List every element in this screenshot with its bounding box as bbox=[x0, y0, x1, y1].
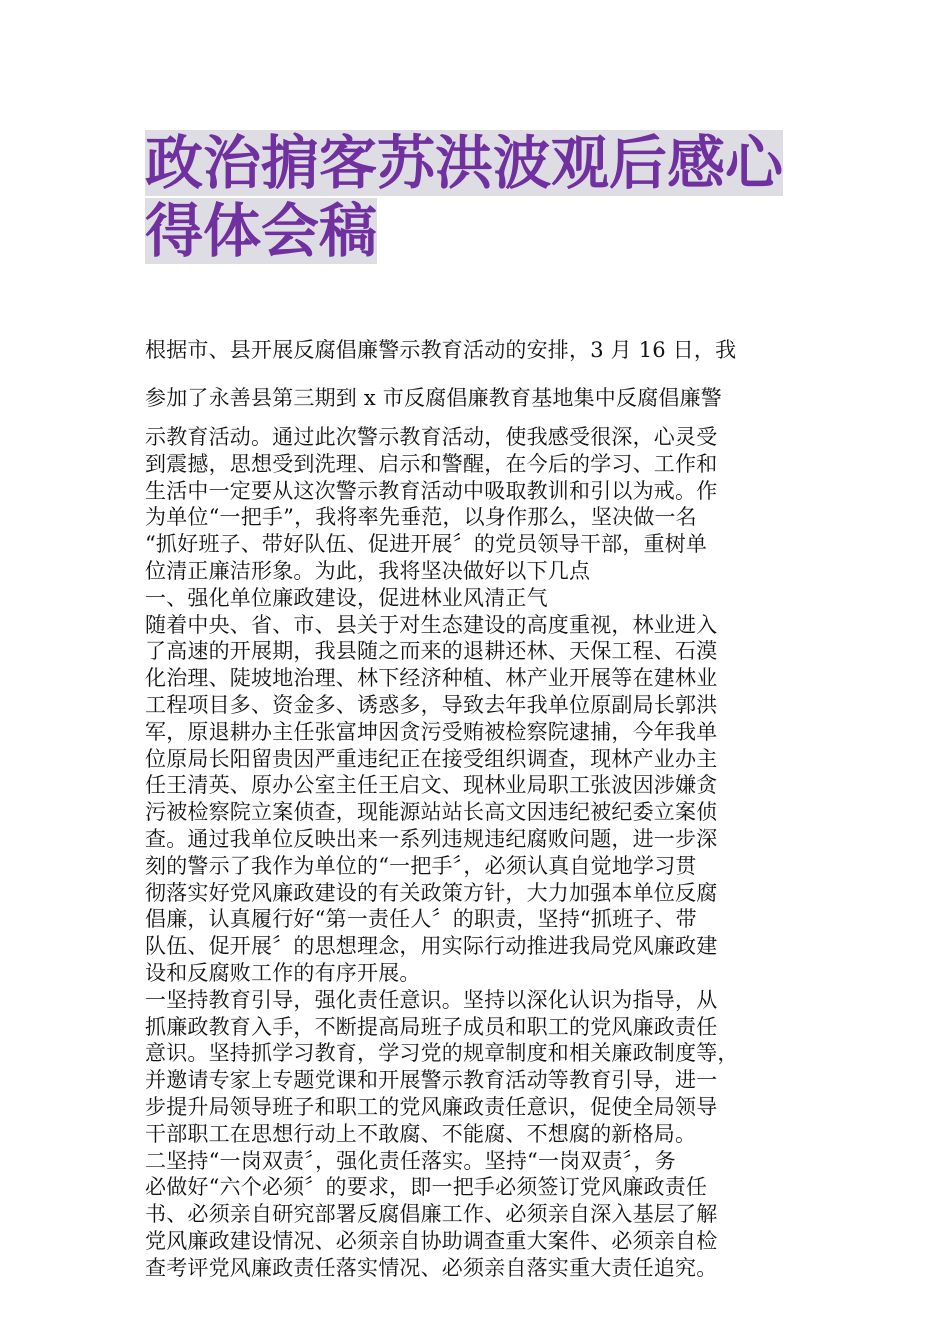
body-line: 为单位“一把手”，我将率先垂范，以身作那么，坚决做一名 bbox=[145, 505, 697, 530]
body-line: 查考评党风廉政责任落实情况、必须亲自落实重大责任追究。 bbox=[145, 1255, 718, 1280]
body-line: 位清正廉洁形象。为此，我将坚决做好以下几点 bbox=[145, 558, 591, 583]
body-line: 污被检察院立案侦查，现能源站站长高文因违纪被纪委立案侦 bbox=[145, 800, 718, 825]
body-line: 随着中央、省、市、县关于对生态建设的高度重视，林业进入 bbox=[145, 612, 718, 637]
body-line: 到震撼，思想受到洗理、启示和警醒，在今后的学习、工作和 bbox=[145, 451, 718, 476]
body-line: 刻的警示了我作为单位的“一把手〞，必须认真自觉地学习贯 bbox=[145, 853, 697, 878]
body-line: 化治理、陡坡地治理、林下经济种植、林产业开展等在建林业 bbox=[145, 666, 718, 691]
body-line: 工程项目多、资金多、诱惑多，导致去年我单位原副局长郭洪 bbox=[145, 692, 718, 717]
body-line: 一、强化单位廉政建设，促进林业风清正气 bbox=[145, 585, 548, 610]
document-title bbox=[145, 130, 825, 266]
body-line: 步提升局领导班子和职工的党风廉政责任意识，促使全局领导 bbox=[145, 1094, 718, 1119]
body-line: 查。通过我单位反映出来一系列违规违纪腐败问题，进一步深 bbox=[145, 826, 718, 851]
body-line: 干部职工在思想行动上不敢腐、不能腐、不想腐的新格局。 bbox=[145, 1121, 697, 1146]
body-line: 了高速的开展期，我县随之而来的退耕还林、天保工程、石漠 bbox=[145, 639, 718, 664]
title-line-1: 政治掮客苏洪波观后感心 bbox=[145, 129, 784, 197]
body-line: 一坚持教育引导，强化责任意识。坚持以深化认识为指导，从 bbox=[145, 987, 718, 1012]
body-line: 军，原退耕办主任张富坤因贪污受贿被检察院逮捕，今年我单 bbox=[145, 719, 718, 744]
body-line: 意识。坚持抓学习教育，学习党的规章制度和相关廉政制度等， bbox=[145, 1041, 739, 1066]
body-text bbox=[145, 424, 825, 1282]
body-line: 书、必须亲自研究部署反腐倡廉工作、必须亲自深入基层了解 bbox=[145, 1202, 718, 1227]
body-line: 生活中一定要从这次警示教育活动中吸取教训和引以为戒。作 bbox=[145, 478, 718, 503]
body-line: 彻落实好党风廉政建设的有关政策方针，大力加强本单位反腐 bbox=[145, 880, 718, 905]
body-line: “抓好班子、带好队伍、促进开展〞的党员领导干部，重树单 bbox=[145, 532, 708, 557]
title-line-2: 得体会稿 bbox=[145, 197, 378, 265]
body-line: 抓廉政教育入手，不断提高局班子成员和职工的党风廉政责任 bbox=[145, 1014, 718, 1039]
body-line: 二坚持“一岗双责〞，强化责任落实。坚持“一岗双责〞，务 bbox=[145, 1148, 676, 1173]
body-line: 党风廉政建设情况、必须亲自协助调查重大案件、必须亲自检 bbox=[145, 1228, 718, 1253]
body-line: 示教育活动。通过此次警示教育活动，使我感受很深，心灵受 bbox=[145, 425, 718, 449]
body-line: 必做好“六个必须〞的要求，即一把手必须签订党风廉政责任 bbox=[145, 1175, 708, 1200]
body-line: 设和反腐败工作的有序开展。 bbox=[145, 960, 421, 985]
body-line: 倡廉，认真履行好“第一责任人〞的职责，坚持“抓班子、带 bbox=[145, 907, 697, 932]
body-line: 任王清英、原办公室主任王启文、现林业局职工张波因涉嫌贪 bbox=[145, 773, 718, 798]
body-line: 位原局长阳留贵因严重违纪正在接受组织调查，现林产业办主 bbox=[145, 746, 718, 771]
lead-paragraph-line-2: 参加了永善县第三期到 x 市反腐倡廉教育基地集中反腐倡廉警 bbox=[145, 386, 722, 410]
body-line: 队伍、促开展〞的思想理念，用实际行动推进我局党风廉政建 bbox=[145, 934, 718, 959]
body-line: 并邀请专家上专题党课和开展警示教育活动等教育引导，进一 bbox=[145, 1068, 718, 1093]
lead-paragraph-line-1: 根据市、县开展反腐倡廉警示教育活动的安排，3 月 16 日，我 bbox=[145, 338, 737, 362]
